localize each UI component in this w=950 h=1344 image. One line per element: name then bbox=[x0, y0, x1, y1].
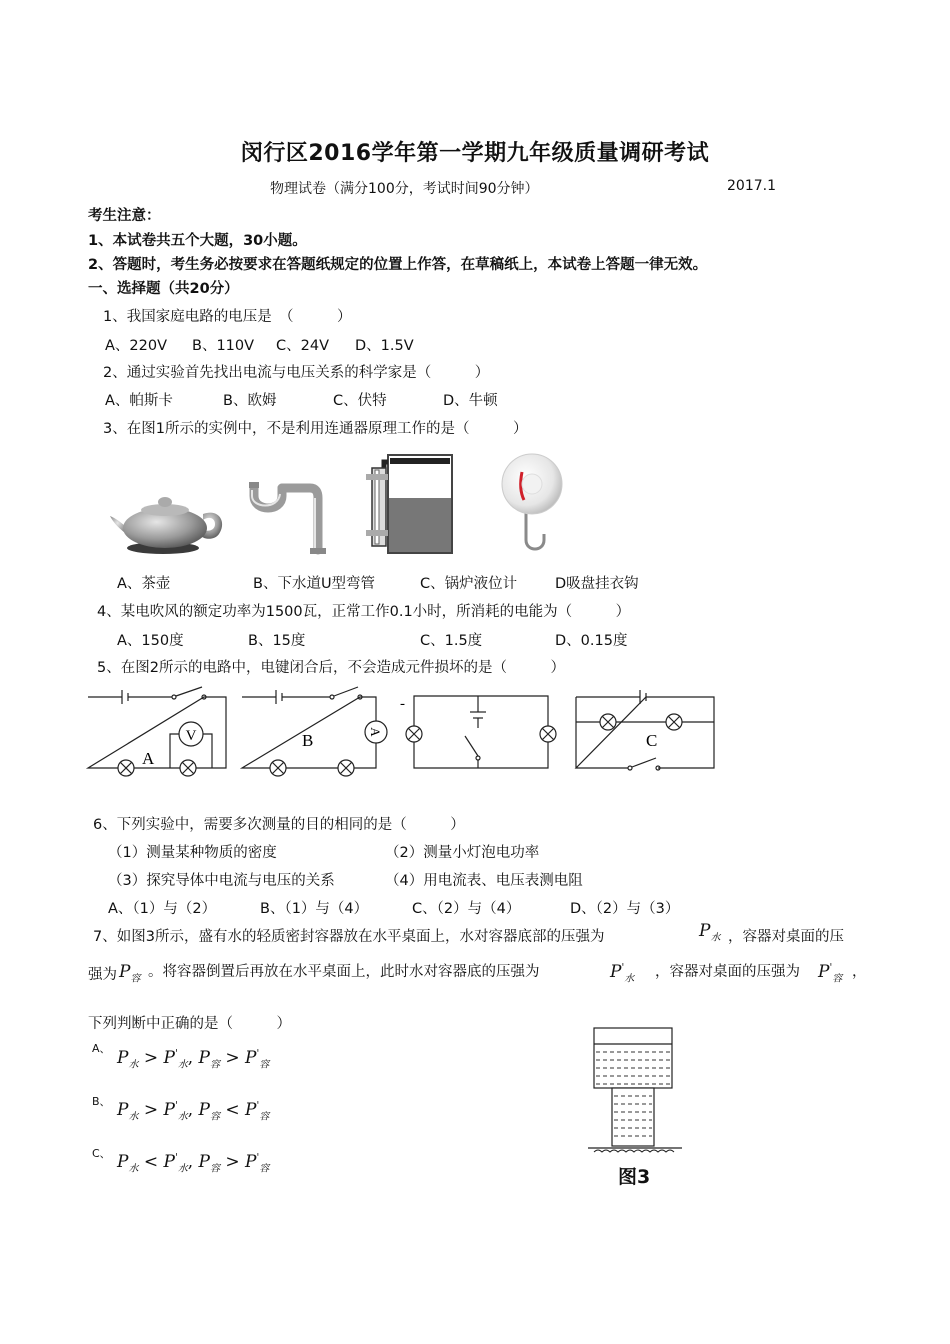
q4-option-a: A、150度 bbox=[117, 633, 184, 649]
figure-3-caption: 图3 bbox=[618, 1166, 651, 1188]
q7-option-a-letter: A、 bbox=[92, 1042, 111, 1055]
q7-option-c-letter: C、 bbox=[92, 1147, 111, 1160]
p-container-prime-symbol: $P'_容$ bbox=[818, 962, 843, 985]
q2-stem: 2、通过实验首先找出电流与电压关系的科学家是（ ） bbox=[103, 365, 490, 381]
q3-stem: 3、在图1所示的实例中，不是利用连通器原理工作的是（ ） bbox=[103, 421, 528, 437]
q2-option-c: C、伏特 bbox=[333, 393, 387, 409]
q2-option-d: D、牛顿 bbox=[443, 393, 498, 409]
figure-3-container bbox=[582, 1024, 686, 1160]
q3-option-b: B、下水道U型弯管 bbox=[253, 576, 376, 592]
p-container-symbol: $P_容$ bbox=[119, 962, 141, 985]
q6-stem: 6、下列实验中，需要多次测量的目的相同的是（ ） bbox=[93, 817, 465, 833]
p-water-prime-symbol: $P'_水$ bbox=[610, 962, 635, 985]
q3-option-d: D吸盘挂衣钩 bbox=[555, 576, 639, 592]
q7-line-2a: 强为 bbox=[88, 967, 117, 983]
q7-option-a: $P_水 > P'_水$, $P_容 > P'_容$ bbox=[117, 1048, 270, 1071]
notice-item-1: 1、本试卷共五个大题，30小题。 bbox=[88, 233, 307, 249]
q1-stem: 1、我国家庭电路的电压是 （ ） bbox=[103, 309, 352, 325]
page-title: 闵行区2016学年第一学期九年级质量调研考试 bbox=[240, 141, 710, 166]
q6-option-a: A、（1）与（2） bbox=[108, 901, 217, 917]
circuit-d bbox=[398, 694, 556, 774]
q7-line-1b: ，容器对桌面的压 bbox=[728, 929, 844, 945]
u-bend-pipe-figure bbox=[248, 478, 328, 558]
q7-option-b-letter: B、 bbox=[92, 1095, 111, 1108]
q7-line-2d: ， bbox=[852, 964, 867, 980]
exam-subtitle: 物理试卷（满分100分，考试时间90分钟） bbox=[270, 181, 539, 197]
p-water-symbol: $P_水$ bbox=[699, 921, 721, 944]
notice-heading: 考生注意： bbox=[88, 208, 161, 224]
q6-item-1: （1）测量某种物质的密度 bbox=[108, 845, 277, 861]
q6-option-b: B、（1）与（4） bbox=[260, 901, 369, 917]
q4-option-b: B、15度 bbox=[248, 633, 306, 649]
q1-option-d: D、1.5V bbox=[355, 338, 414, 354]
q7-line-2b: 。将容器倒置后再放在水平桌面上，此时水对容器底的压强为 bbox=[148, 964, 540, 980]
q4-option-c: C、1.5度 bbox=[420, 633, 483, 649]
suction-hook-figure bbox=[498, 452, 568, 556]
circuit-b-label: B bbox=[302, 731, 314, 750]
section-heading: 一、选择题（共20分） bbox=[88, 281, 239, 297]
q4-option-d: D、0.15度 bbox=[555, 633, 628, 649]
q6-option-d: D、（2）与（3） bbox=[570, 901, 680, 917]
circuit-c-label: C bbox=[646, 731, 658, 750]
circuit-c bbox=[574, 684, 716, 774]
voltmeter-label: V bbox=[185, 728, 197, 744]
exam-date: 2017.1 bbox=[727, 178, 776, 194]
boiler-level-gauge-figure bbox=[366, 450, 454, 554]
q3-option-c: C、锅炉液位计 bbox=[420, 576, 518, 592]
q6-item-2: （2）测量小灯泡电功率 bbox=[385, 845, 540, 861]
q7-option-c: $P_水 < P'_水$, $P_容 > P'_容$ bbox=[117, 1152, 270, 1175]
q2-option-b: B、欧姆 bbox=[223, 393, 277, 409]
q1-option-b: B、110V bbox=[192, 338, 255, 354]
circuit-b bbox=[240, 684, 382, 774]
notice-item-2: 2、答题时，考生务必按要求在答题纸规定的位置上作答，在草稿纸上，本试卷上答题一律无效。 bbox=[88, 257, 708, 273]
q4-stem: 4、某电吹风的额定功率为1500瓦，正常工作0.1小时，所消耗的电能为（ ） bbox=[97, 604, 631, 620]
circuit-a bbox=[86, 684, 228, 774]
circuit-a-label: A bbox=[142, 749, 155, 768]
q6-option-c: C、（2）与（4） bbox=[412, 901, 521, 917]
ammeter-label: A bbox=[368, 727, 383, 737]
q7-line-1: 7、如图3所示，盛有水的轻质密封容器放在水平桌面上，水对容器底部的压强为 bbox=[93, 929, 605, 945]
q1-option-a: A、220V bbox=[105, 338, 168, 354]
q7-line-2c: ，容器对桌面的压强为 bbox=[655, 964, 800, 980]
teapot-figure bbox=[105, 478, 230, 558]
q7-option-b: $P_水 > P'_水$, $P_容 < P'_容$ bbox=[117, 1100, 270, 1123]
minus-sign: - bbox=[400, 696, 405, 712]
q1-option-c: C、24V bbox=[276, 338, 329, 354]
q6-item-3: （3）探究导体中电流与电压的关系 bbox=[108, 873, 335, 889]
q5-stem: 5、在图2所示的电路中，电键闭合后，不会造成元件损坏的是（ ） bbox=[97, 660, 565, 676]
q3-option-a: A、茶壶 bbox=[117, 576, 171, 592]
q2-option-a: A、帕斯卡 bbox=[105, 393, 173, 409]
q7-line-3: 下列判断中正确的是（ ） bbox=[88, 1016, 291, 1032]
q6-item-4: （4）用电流表、电压表测电阻 bbox=[385, 873, 583, 889]
